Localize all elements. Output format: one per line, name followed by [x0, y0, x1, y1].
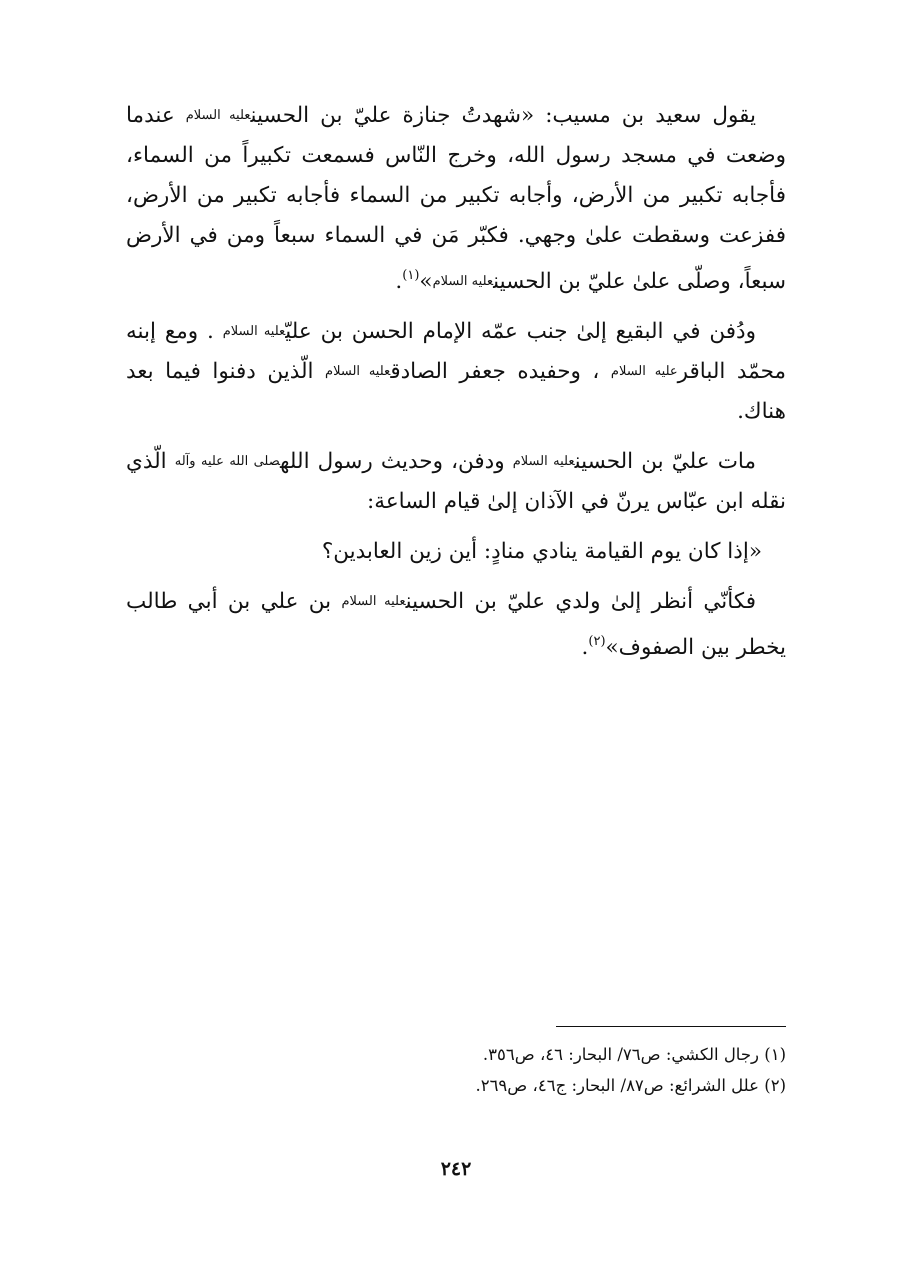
page-number: ٢٤٢ — [440, 1158, 472, 1180]
paragraph-1 — [126, 96, 786, 302]
paragraph-3 — [126, 442, 786, 522]
text-run: . — [395, 269, 403, 294]
paragraph-2 — [126, 312, 786, 432]
text-run: يقول سعيد بن مسيب: «شهدتُ جنازة عليّ بن الحسين — [250, 103, 757, 128]
footnotes-section — [126, 1026, 786, 1101]
text-run: فكأنّي أنظر إلىٰ ولدي عليّ بن الحسين — [405, 589, 756, 614]
text-run: ، وحفيده جعفر الصادق — [390, 359, 600, 384]
text-run: عندما وضعت في مسجد رسول الله، وخرج النّاس فسمعت تكبيراً من السماء، فأجابه تكبير من الأرض، وأجابه تكبير من السماء فأجابه تكبير من الأرض، ففزعت وسقطت علىٰ وجهي. فكبّر مَن في السماء سبعاً ومن في الأرض سبعاً، وصلّى علىٰ عليّ بن الحسين — [126, 103, 786, 294]
footnote-2: (٢) علل الشرائع: ص٨٧/ البحار: ج٤٦، ص٢٦٩. — [475, 1076, 786, 1095]
text-run: مات عليّ بن الحسين — [574, 449, 757, 474]
blessing-mark: عليه السلام — [185, 108, 251, 123]
text-run: بن علي بن أبي طالب يخطر بين الصفوف» — [126, 589, 786, 660]
text-run: الّذي نقله ابن عبّاس يرنّ في الآذان إلىٰ قيام الساعة: — [126, 449, 786, 514]
blessing-mark: عليه السلام — [222, 324, 286, 339]
blessing-mark: صلى الله عليه وآله — [174, 454, 281, 469]
book-page — [126, 96, 786, 1196]
text-run: ودفن، وحديث رسول الله — [280, 449, 513, 474]
main-text — [126, 96, 786, 668]
paragraph-4 — [126, 532, 786, 572]
text-run: . — [581, 635, 589, 660]
footnote-1: (١) رجال الكشي: ص٧٦/ البحار: ٤٦، ص٣٥٦. — [482, 1045, 786, 1064]
text-run: الّذين دفنوا فيما بعد هناك. — [126, 359, 786, 424]
blessing-mark: عليه السلام — [610, 364, 678, 379]
text-run: » — [419, 269, 433, 294]
blessing-mark: عليه السلام — [325, 364, 391, 379]
blessing-mark: عليه السلام — [432, 274, 494, 289]
blessing-mark: عليه السلام — [512, 454, 575, 469]
blessing-mark: عليه السلام — [341, 594, 406, 609]
footnote-divider — [556, 1026, 786, 1027]
footnote-ref[interactable]: (٢) — [588, 634, 606, 649]
footnote-ref[interactable]: (١) — [402, 268, 420, 283]
paragraph-5 — [126, 582, 786, 668]
text-run: . ومع إبنه محمّد الباقر — [126, 319, 786, 384]
text-run: ودُفن في البقيع إلىٰ جنب عمّه الإمام الحسن بن عليّ — [285, 319, 756, 344]
text-run: «إذا كان يوم القيامة ينادي منادٍ: أين زين العابدين؟ — [321, 539, 762, 564]
